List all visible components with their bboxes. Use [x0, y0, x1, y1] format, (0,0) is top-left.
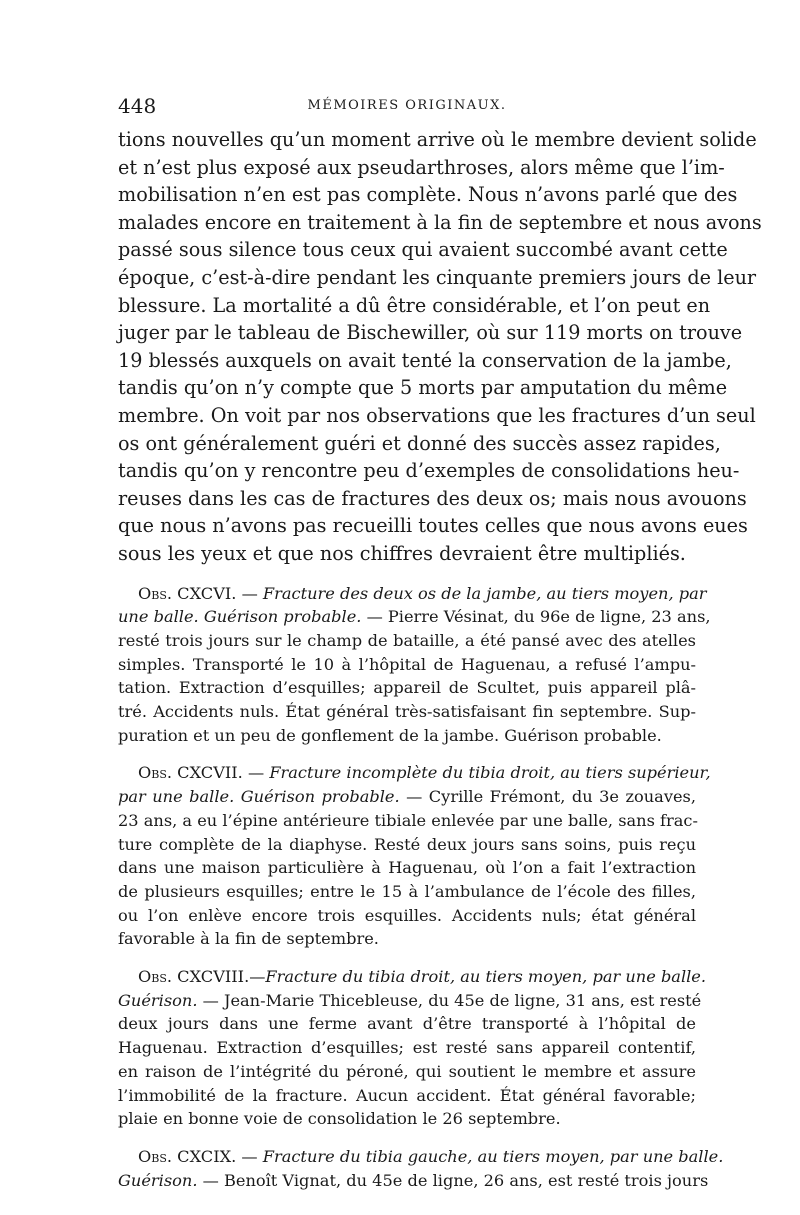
observation-paragraph [118, 761, 711, 951]
observation-number: Obs. CXCVII. [138, 763, 243, 783]
observation-paragraph [118, 1145, 724, 1192]
text-line: mobilisation n’en est pas complète. Nous n’avons parlé que des [118, 183, 738, 207]
observation-line [118, 1036, 696, 1060]
observation-title: Fracture des deux os de la jambe, au tiers moyen, par [262, 583, 707, 603]
observation-line [118, 833, 696, 857]
text-line: membre. On voit par nos observations que les fractures d’un seul [118, 403, 756, 427]
observation-title: une balle. Guérison probable. [118, 607, 362, 627]
observation-text: favorable à la fin de septembre. [118, 929, 379, 949]
observation-text: — Benoît Vignat, du 45e de ligne, 26 ans, est resté trois jours [197, 1170, 709, 1190]
observation-paragraph [118, 965, 707, 1131]
observation-line [118, 1012, 696, 1036]
main-paragraph [118, 126, 762, 568]
text-line: tandis qu’on n’y compte que 5 morts par amputation du même [118, 376, 728, 400]
observation-text: tré. Accidents nuls. État général très-satisfaisant fin septembre. Sup- [118, 702, 696, 722]
observation-number: Obs. CXCIX. [138, 1146, 237, 1166]
observations [118, 582, 724, 1193]
text-line: époque, c’est-à-dire pendant les cinquante premiers jours de leur [118, 265, 757, 289]
observation-text: deux jours dans une ferme avant d’être transporté à l’hôpital de [118, 1014, 696, 1034]
observation-text: dans une maison particulière à Haguenau, où l’on a fait l’extraction [118, 858, 696, 878]
observation-line [118, 1060, 696, 1084]
observation-line [118, 1145, 724, 1169]
observation-line [118, 1084, 696, 1108]
observation-line [118, 1107, 696, 1131]
observation-line [118, 1169, 709, 1193]
text-line: malades encore en traitement à la fin de septembre et nous avons [118, 210, 762, 234]
observation-title: Fracture du tibia gauche, au tiers moyen, par une balle. [262, 1146, 724, 1166]
text-line: sous les yeux et que nos chiffres devraient être multipliés. [118, 541, 686, 565]
observation-number: Obs. CXCVI. [138, 583, 237, 603]
observation-text: — Pierre Vésinat, du 96e de ligne, 23 ans, [361, 607, 711, 627]
observation-text: en raison de l’intégrité du péroné, qui soutient le membre et assure [118, 1061, 696, 1081]
observation-line [118, 724, 696, 748]
text-line: tions nouvelles qu’un moment arrive où le membre devient solide [118, 128, 757, 151]
observation-title: Guérison. [118, 990, 198, 1010]
observation-text: puration et un peu de gonflement de la jambe. Guérison probable. [118, 725, 662, 745]
observation-text: — Jean-Marie Thicebleuse, du 45e de ligne, 31 ans, est resté [197, 990, 702, 1010]
observation-text: simples. Transporté le 10 à l’hôpital de Haguenau, a refusé l’ampu- [118, 654, 696, 674]
observation-line [118, 761, 711, 785]
observation-text: l’immobilité de la fracture. Aucun accident. État général favorable; [118, 1085, 696, 1105]
text-line: blessure. La mortalité a dû être considérable, et l’on peut en [118, 293, 711, 317]
text-line: tandis qu’on y rencontre peu d’exemples de consolidations heu- [118, 459, 740, 483]
observation-text: 23 ans, a eu l’épine antérieure tibiale enlevée par une balle, sans frac- [118, 810, 698, 830]
observation-text: — [236, 583, 263, 603]
text-line: passé sous silence tous ceux qui avaient succombé avant cette [118, 238, 728, 262]
document-page [118, 94, 762, 1192]
observation-title: Fracture du tibia droit, au tiers moyen, par une balle. [265, 967, 707, 987]
observation-line [118, 809, 696, 833]
observation-number: Obs. CXCVIII. [138, 967, 250, 987]
observation-title: Guérison. [118, 1170, 198, 1190]
observation-text: tation. Extraction d’esquilles; appareil de Scultet, puis appareil plâ- [118, 678, 696, 698]
observation-line [118, 700, 696, 724]
observation-line [118, 629, 696, 653]
observation-title: Fracture incomplète du tibia droit, au tiers supérieur, [269, 763, 711, 783]
observation-text: — [242, 763, 270, 783]
page-header [118, 94, 696, 122]
observation-text: — Cyrille Frémont, du 3e zouaves, [399, 787, 697, 807]
observation-line [118, 605, 711, 629]
text-line: reuses dans les cas de fractures des deux os; mais nous avouons [118, 486, 747, 510]
page-number: 448 [118, 94, 157, 118]
observation-text: de plusieurs esquilles; entre le 15 à l’ambulance de l’école des filles, [118, 881, 696, 901]
observation-text: — [236, 1146, 263, 1166]
text-line: que nous n’avons pas recueilli toutes celles que nous avons eues [118, 514, 748, 538]
observation-text: resté trois jours sur le champ de bataille, a été pansé avec des atelles [118, 630, 696, 650]
observation-line [118, 582, 707, 606]
observation-text: plaie en bonne voie de consolidation le 26 septembre. [118, 1109, 561, 1129]
observation-text: — [249, 967, 266, 987]
observation-line [118, 927, 696, 951]
running-head: MÉMOIRES ORIGINAUX. [307, 98, 507, 113]
observation-line [118, 965, 707, 989]
text-line: et n’est plus exposé aux pseudarthroses, alors même que l’im- [118, 155, 725, 179]
observation-line [118, 856, 696, 880]
text-line: 19 blessés auxquels on avait tenté la conservation de la jambe, [118, 348, 732, 372]
observation-line [118, 904, 696, 928]
observation-line [118, 880, 696, 904]
text-line: juger par le tableau de Bischewiller, où sur 119 morts on trouve [118, 321, 743, 345]
observation-line [118, 785, 696, 809]
observation-text: Haguenau. Extraction d’esquilles; est resté sans appareil contentif, [118, 1038, 696, 1058]
observation-paragraph [118, 582, 711, 748]
observation-line [118, 676, 696, 700]
observation-line [118, 989, 702, 1013]
observation-line [118, 653, 696, 677]
observation-text: ture complète de la diaphyse. Resté deux jours sans soins, puis reçu [118, 834, 696, 854]
observation-text: ou l’on enlève encore trois esquilles. Accidents nuls; état général [118, 905, 696, 925]
observation-title: par une balle. Guérison probable. [118, 787, 400, 807]
text-line: os ont généralement guéri et donné des succès assez rapides, [118, 431, 721, 455]
